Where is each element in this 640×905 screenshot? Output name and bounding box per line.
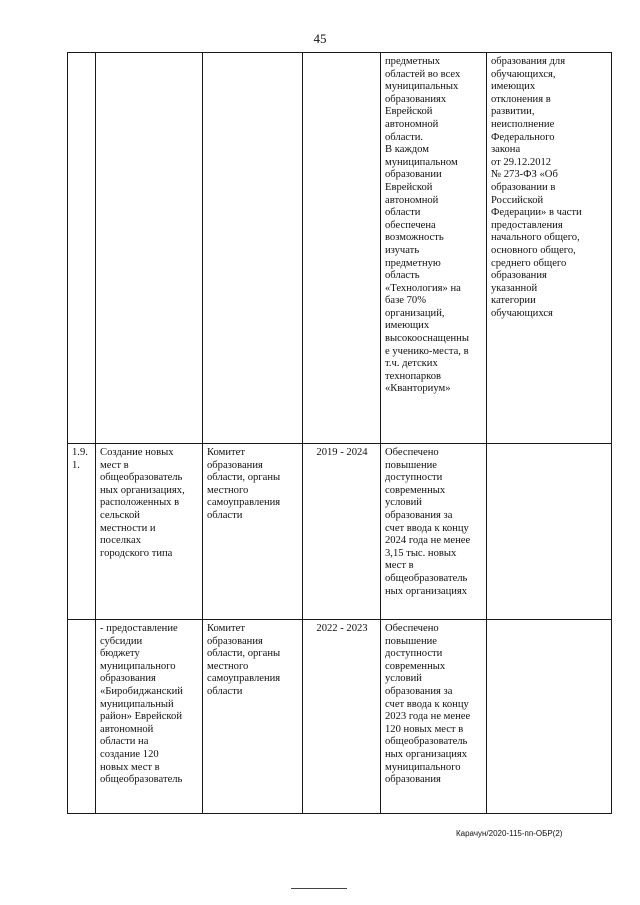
cell-text-line: местности и <box>100 522 156 534</box>
cell-text-line: области <box>207 509 243 521</box>
cell-text-line: образования <box>385 774 441 786</box>
cell-text-line: «Биробиджанский <box>100 685 183 697</box>
cell-text-line: Создание новых <box>100 447 174 458</box>
cell-text-line: основного общего, <box>491 244 576 256</box>
cell-text-line: области. <box>385 131 424 143</box>
cell-text-line: муниципального <box>385 761 461 773</box>
cell-text-line: технопарков <box>385 370 442 382</box>
cell-text-line: Федерального <box>491 131 555 143</box>
cell-text-line: субсидии <box>100 635 143 647</box>
cell-text-line: общеобразователь <box>385 736 468 748</box>
cell-text-line: предметную <box>385 257 441 269</box>
cell-text-line: автономной <box>385 118 439 130</box>
table-row <box>68 620 612 814</box>
cell-text-line: муниципальных <box>385 81 459 93</box>
cell-text-line: 3,15 тыс. новых <box>385 547 457 559</box>
cell-number <box>68 53 96 444</box>
cell-text-line: образовании в <box>491 181 556 193</box>
cell-text-line: образовании <box>385 169 442 181</box>
cell-text-line: район» Еврейской <box>100 711 182 723</box>
cell-period <box>303 620 381 814</box>
cell-text-line: муниципальном <box>385 156 458 168</box>
cell-text-line: образования за <box>385 509 453 521</box>
cell-text-line: Комитет <box>207 447 245 458</box>
cell-text-line: т.ч. детских <box>385 358 438 370</box>
cell-text-line: счет ввода к концу <box>385 522 469 534</box>
cell-text-line: ных организациях, <box>100 484 185 496</box>
cell-text-line: условий <box>385 673 422 685</box>
cell-text-line: расположенных в <box>100 497 180 509</box>
cell-text-line: местного <box>207 660 249 672</box>
cell-executor <box>203 620 303 814</box>
cell-text-line: общеобразователь <box>385 572 468 584</box>
cell-text-line: от 29.12.2012 <box>491 156 552 168</box>
cell-text-line: обеспечена <box>385 219 436 231</box>
cell-executor <box>203 53 303 444</box>
cell-event <box>96 53 203 444</box>
cell-text-line: образования <box>207 635 263 647</box>
cell-text-line: образованиях <box>385 93 447 105</box>
cell-text-line: имеющих <box>491 81 536 93</box>
cell-event <box>96 620 203 814</box>
cell-text-line: области, органы <box>207 648 281 660</box>
cell-text-line: ных организациях <box>385 585 468 597</box>
cell-text-line: области <box>207 685 243 697</box>
cell-text-line: современных <box>385 660 446 672</box>
cell-text-line: 2022 - 2023 <box>316 623 368 634</box>
cell-text-line: областей во всех <box>385 68 461 80</box>
cell-text-line: условий <box>385 497 422 509</box>
cell-text-line: Еврейской <box>385 181 433 193</box>
cell-text-line: среднего общего <box>491 257 567 269</box>
cell-text-line: сельской <box>100 509 140 521</box>
cell-text-line: автономной <box>100 723 154 735</box>
cell-text-line: образования за <box>385 685 453 697</box>
cell-text-line: местного <box>207 484 249 496</box>
cell-text-line: Федерации» в части <box>491 207 582 219</box>
cell-text-line: бюджету <box>100 648 140 660</box>
cell-text-line: 120 новых мест в <box>385 723 464 735</box>
cell-text-line: № 273-ФЗ «Об <box>491 169 558 181</box>
cell-text-line: автономной <box>385 194 439 206</box>
cell-text-line: области, органы <box>207 472 281 484</box>
cell-text-line: муниципальный <box>100 698 174 710</box>
cell-text-line: повышение <box>385 459 437 471</box>
cell-text-line: Комитет <box>207 623 245 634</box>
cell-text-line: общеобразователь <box>100 472 183 484</box>
cell-result <box>381 53 487 444</box>
cell-text-line: мест в <box>100 459 129 471</box>
cell-result <box>381 620 487 814</box>
table-row <box>68 53 612 444</box>
cell-text-line: области на <box>100 736 149 748</box>
cell-text-line: новых мест в <box>100 761 160 773</box>
cell-executor <box>203 444 303 620</box>
cell-text-line: образования <box>207 459 263 471</box>
cell-period <box>303 444 381 620</box>
cell-period <box>303 53 381 444</box>
cell-text-line: муниципального <box>100 660 176 672</box>
cell-text-line: отклонения в <box>491 93 551 105</box>
cell-number <box>68 444 96 620</box>
cell-text-line: «Кванториум» <box>385 383 451 395</box>
cell-text-line: предоставления <box>491 219 563 231</box>
cell-text-line: повышение <box>385 635 437 647</box>
cell-text-line: Российской <box>491 194 544 206</box>
bottom-divider <box>291 888 347 889</box>
cell-text-line: области <box>385 207 421 219</box>
cell-text-line: обучающихся <box>491 307 553 319</box>
cell-consequence <box>487 620 612 814</box>
cell-text-line: образования <box>100 673 156 685</box>
cell-text-line: закона <box>491 144 521 156</box>
cell-text-line: 2023 года не менее <box>385 711 471 723</box>
cell-text-line: современных <box>385 484 446 496</box>
cell-text-line: е ученико-места, в <box>385 345 469 357</box>
cell-text-line: создание 120 <box>100 748 159 760</box>
cell-result <box>381 444 487 620</box>
cell-text-line: ных организациях <box>385 748 468 760</box>
page-number: 45 <box>313 31 327 46</box>
cell-text-line: доступности <box>385 648 443 660</box>
table-row <box>68 444 612 620</box>
cell-text-line: имеющих <box>385 320 430 332</box>
cell-text-line: общеобразователь <box>100 774 183 786</box>
document-code: Карачун/2020-115-пп-ОБР(2) <box>456 829 563 838</box>
cell-text-line: Еврейской <box>385 106 433 118</box>
cell-text-line: 2019 - 2024 <box>316 447 368 458</box>
cell-text-line: обучающихся, <box>491 68 556 80</box>
cell-text-line: изучать <box>385 244 420 256</box>
cell-text-line: категории <box>491 295 536 307</box>
cell-text-line: самоуправления <box>207 497 281 509</box>
cell-consequence <box>487 53 612 444</box>
cell-text-line: 2024 года не менее <box>385 535 471 547</box>
cell-text-line: - предоставление <box>100 623 178 634</box>
cell-text-line: В каждом <box>385 144 429 156</box>
cell-text-line: неисполнение <box>491 118 555 130</box>
cell-text-line: начального общего, <box>491 232 580 244</box>
cell-text-line: указанной <box>491 282 538 294</box>
cell-text-line: 1.9. <box>72 447 88 458</box>
cell-text-line: «Технология» на <box>385 282 461 294</box>
cell-text-line: образования для <box>491 56 566 67</box>
cell-text-line: базе 70% <box>385 295 427 307</box>
cell-consequence <box>487 444 612 620</box>
cell-text-line: область <box>385 270 420 282</box>
cell-text-line: организаций, <box>385 307 445 319</box>
cell-text-line: предметных <box>385 56 441 67</box>
cell-number <box>68 620 96 814</box>
cell-text-line: Обеспечено <box>385 623 439 634</box>
cell-text-line: возможность <box>385 232 444 244</box>
cell-text-line: Обеспечено <box>385 447 439 458</box>
cell-text-line: поселках <box>100 535 142 547</box>
cell-text-line: городского типа <box>100 547 173 559</box>
cell-event <box>96 444 203 620</box>
cell-text-line: счет ввода к концу <box>385 698 469 710</box>
cell-text-line: развитии, <box>491 106 535 118</box>
cell-text-line: 1. <box>72 459 80 471</box>
cell-text-line: доступности <box>385 472 443 484</box>
cell-text-line: образования <box>491 270 547 282</box>
cell-text-line: самоуправления <box>207 673 281 685</box>
cell-text-line: высокооснащенны <box>385 333 469 345</box>
cell-text-line: мест в <box>385 560 414 572</box>
program-table <box>67 52 612 814</box>
